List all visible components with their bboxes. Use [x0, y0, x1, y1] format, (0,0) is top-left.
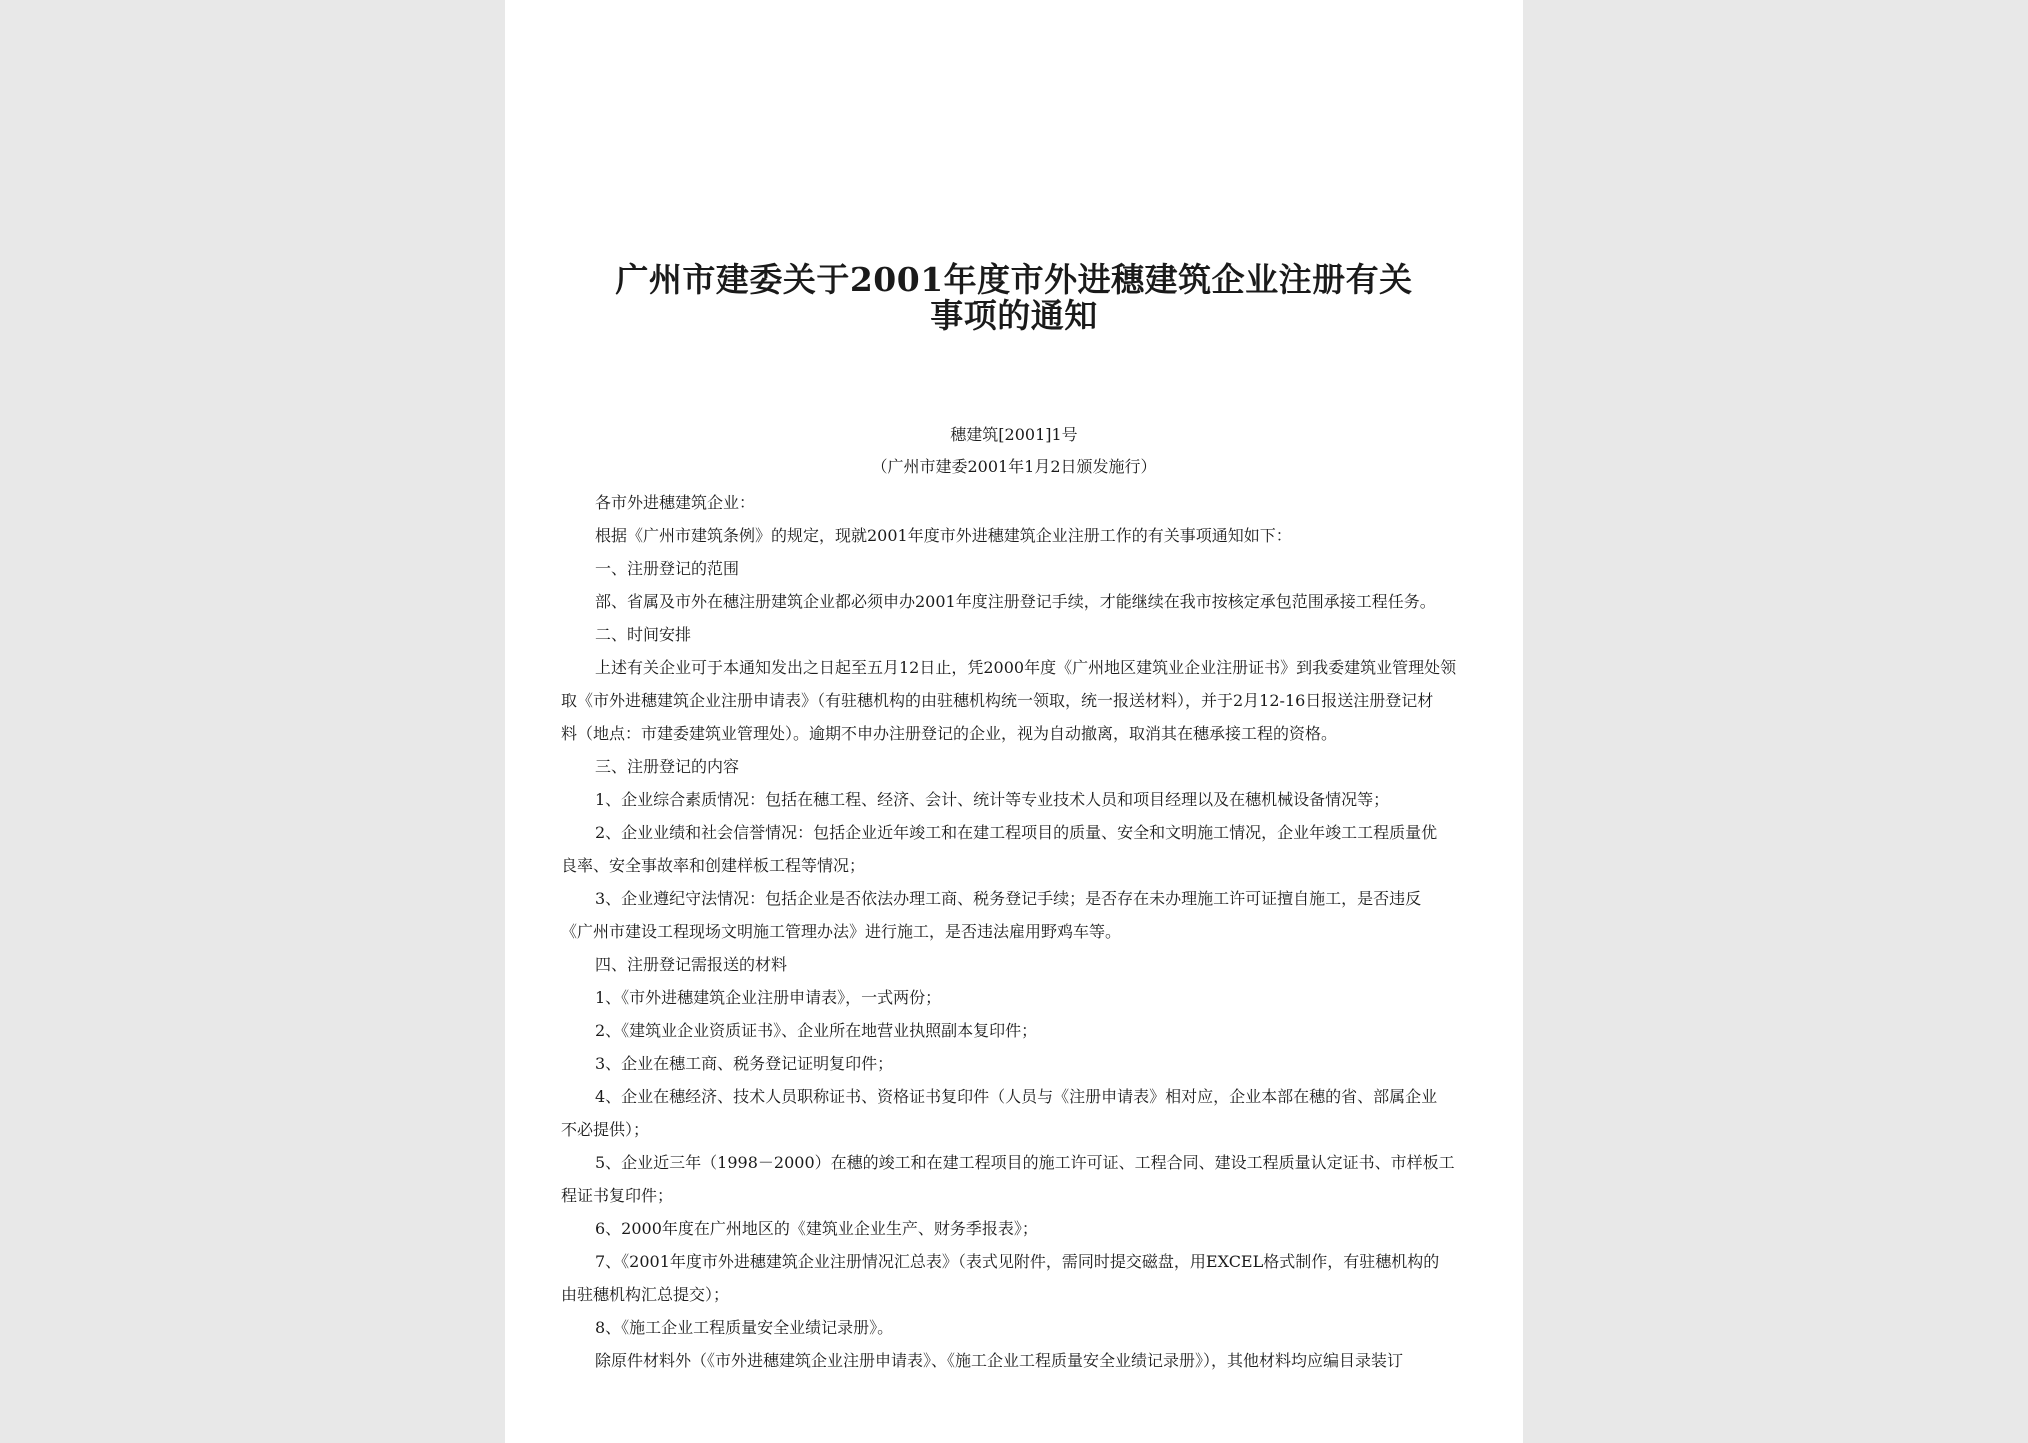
body-line: 6、2000年度在广州地区的《建筑业企业生产、财务季报表》； — [595, 1219, 1038, 1238]
body-line: 3、企业在穗工商、税务登记证明复印件； — [595, 1054, 894, 1073]
body-line: 除原件材料外（《市外进穗建筑企业注册申请表》、《施工企业工程质量安全业绩记录册》），其他材料均应编目录装订 — [595, 1351, 1404, 1370]
issue-date-note: （广州市建委2001年1月2日颁发施行） — [871, 457, 1157, 476]
body-line: 2、企业业绩和社会信誉情况：包括企业近年竣工和在建工程项目的质量、安全和文明施工情况，企业年竣工工程质量优 — [595, 823, 1438, 842]
title-line-2: 事项的通知 — [930, 296, 1098, 335]
body-line: 由驻穗机构汇总提交）； — [561, 1285, 730, 1304]
body-line: 程证书复印件； — [561, 1186, 674, 1205]
body-line: 良率、安全事故率和创建样板工程等情况； — [561, 856, 866, 875]
body-line: 部、省属及市外在穗注册建筑企业都必须申办2001年度注册登记手续，才能继续在我市按核定承包范围承接工程任务。 — [595, 592, 1436, 611]
body-line: 一、注册登记的范围 — [595, 559, 740, 578]
body-line: 2、《建筑业企业资质证书》、企业所在地营业执照副本复印件； — [595, 1021, 1038, 1040]
body-line: 7、《2001年度市外进穗建筑企业注册情况汇总表》（表式见附件，需同时提交磁盘，用EXCEL格式制作，有驻穗机构的 — [595, 1252, 1440, 1271]
body-line: 1、企业综合素质情况：包括在穗工程、经济、会计、统计等专业技术人员和项目经理以及在穗机械设备情况等； — [595, 790, 1390, 809]
document-number: 穗建筑[2001]1号 — [950, 425, 1078, 444]
body-line: 根据《广州市建筑条例》的规定，现就2001年度市外进穗建筑企业注册工作的有关事项通知如下： — [595, 526, 1292, 545]
body-line: 取《市外进穗建筑企业注册申请表》（有驻穗机构的由驻穗机构统一领取，统一报送材料），并于2月12-16日报送注册登记材 — [561, 691, 1434, 710]
body-line: 4、企业在穗经济、技术人员职称证书、资格证书复印件（人员与《注册申请表》相对应，企业本部在穗的省、部属企业 — [595, 1087, 1438, 1106]
body-line: 3、企业遵纪守法情况：包括企业是否依法办理工商、税务登记手续；是否存在未办理施工许可证擅自施工，是否违反 — [595, 889, 1422, 908]
body-line: 各市外进穗建筑企业： — [595, 493, 756, 512]
body-line: 8、《施工企业工程质量安全业绩记录册》。 — [595, 1318, 894, 1337]
title-line-1: 广州市建委关于2001年度市外进穗建筑企业注册有关 — [615, 260, 1413, 299]
body-line: 三、注册登记的内容 — [595, 757, 740, 776]
body-line: 1、《市外进穗建筑企业注册申请表》，一式两份； — [595, 988, 942, 1007]
body-line: 上述有关企业可于本通知发出之日起至五月12日止，凭2000年度《广州地区建筑业企业注册证书》到我委建筑业管理处领 — [595, 658, 1457, 677]
body-line: 二、时间安排 — [595, 625, 692, 644]
document-title — [505, 262, 1523, 334]
body-line: 《广州市建设工程现场文明施工管理办法》进行施工，是否违法雇用野鸡车等。 — [561, 922, 1122, 941]
body-line: 四、注册登记需报送的材料 — [595, 955, 788, 974]
document-body — [561, 486, 1471, 1377]
document-page — [505, 0, 1523, 1443]
body-line: 料（地点：市建委建筑业管理处）。逾期不申办注册登记的企业，视为自动撤离，取消其在穗承接工程的资格。 — [561, 724, 1338, 743]
body-line: 不必提供）； — [561, 1120, 650, 1139]
body-line: 5、企业近三年（1998－2000）在穗的竣工和在建工程项目的施工许可证、工程合同、建设工程质量认定证书、市样板工 — [595, 1153, 1455, 1172]
